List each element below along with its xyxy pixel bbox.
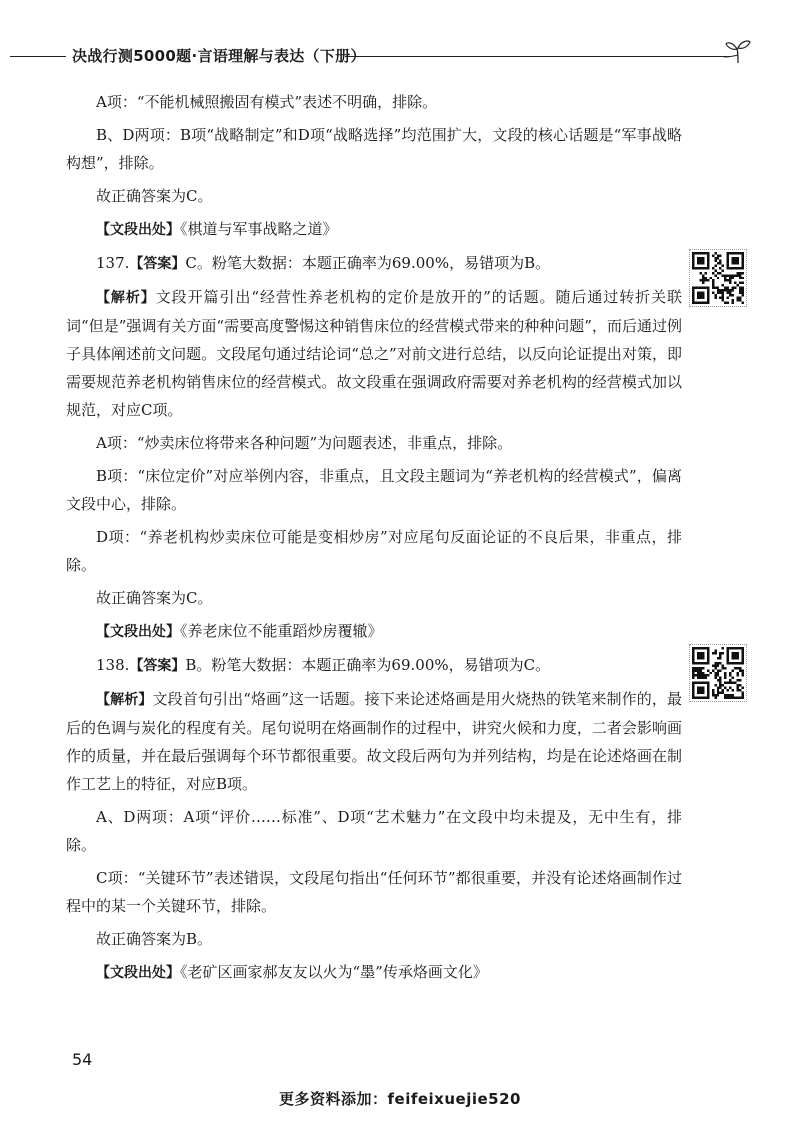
answer-138: 138.【答案】B。粉笔大数据：本题正确率为69.00%，易错项为C。	[96, 656, 551, 674]
answer-137: 137.【答案】C。粉笔大数据：本题正确率为69.00%，易错项为B。	[96, 254, 551, 272]
page-number: 54	[72, 1050, 93, 1069]
analysis-138: 【解析】文段首句引出“烙画”这一话题。接下来论述烙画是用火烧热的铁笔来制作的，最后的色调与炭化的程度有关。尾句说明在烙画制作的过程中，讲究火候和力度，二者会影响画作的质量，并在最后强调每个环节都很重要。故文段后两句为并列结构，均是在论述烙画在制作工艺上的特征，对应B项。	[66, 690, 683, 793]
header-rule-left	[10, 56, 66, 57]
option-c-analysis-138: C项：“关键环节”表述错误，文段尾句指出“任何环节”都很重要，并没有论述烙画制作过程中的某一个关键环节，排除。	[66, 869, 682, 915]
header-title: 决战行测5000题·言语理解与表达（下册）	[72, 47, 366, 65]
qr-code-138[interactable]	[692, 647, 744, 699]
analysis-137: 【解析】文段开篇引出“经营性养老机构的定价是放开的”的话题。随后通过转折关联词“但是”强调有关方面“需要高度警惕这种销售床位的经营模式带来的种种问题”，而后通过例子具体阐述前文问题。文段尾句通过结论词“总之”对前文进行总结，以反向论证提出对策，即需要规范养老机构销售床位的经营模式。故文段重在强调政府需要对养老机构的经营模式加以规范，对应C项。	[66, 288, 682, 419]
qr-code-137[interactable]	[692, 252, 744, 304]
option-ad-analysis-138: A、D两项：A项“评价……标准”、D项“艺术魅力”在文段中均未提及，无中生有，排除。	[66, 808, 682, 854]
answer-conclusion-136: 故正确答案为C。	[96, 187, 213, 205]
option-a-analysis-136: A项：“不能机械照搬固有模式”表述不明确，排除。	[96, 93, 438, 111]
sprout-icon	[724, 38, 752, 64]
option-d-analysis-137: D项：“养老机构炒卖床位可能是变相炒房”对应尾句反面论证的不良后果，非重点，排除。	[66, 528, 682, 574]
option-a-analysis-137: A项：“炒卖床位将带来各种问题”为问题表述，非重点，排除。	[96, 434, 513, 452]
source-136: 【文段出处】《棋道与军事战略之道》	[96, 220, 338, 238]
header-rule-right	[345, 56, 730, 57]
option-b-analysis-137: B项：“床位定价”对应举例内容，非重点，且文段主题词为“养老机构的经营模式”，偏离文段中心，排除。	[66, 467, 682, 513]
page-header	[0, 38, 800, 68]
footer-note: 更多资料添加：feifeixuejie520	[279, 1090, 521, 1108]
answer-conclusion-138: 故正确答案为B。	[96, 930, 213, 948]
option-bd-analysis-136: B、D两项：B项“战略制定”和D项“战略选择”均范围扩大，文段的核心话题是“军事战略构想”，排除。	[66, 126, 682, 172]
source-138: 【文段出处】《老矿区画家郝友友以火为“墨”传承烙画文化》	[96, 963, 488, 981]
source-137: 【文段出处】《养老床位不能重蹈炒房覆辙》	[96, 622, 383, 640]
page-content	[66, 88, 682, 992]
answer-conclusion-137: 故正确答案为C。	[96, 589, 213, 607]
